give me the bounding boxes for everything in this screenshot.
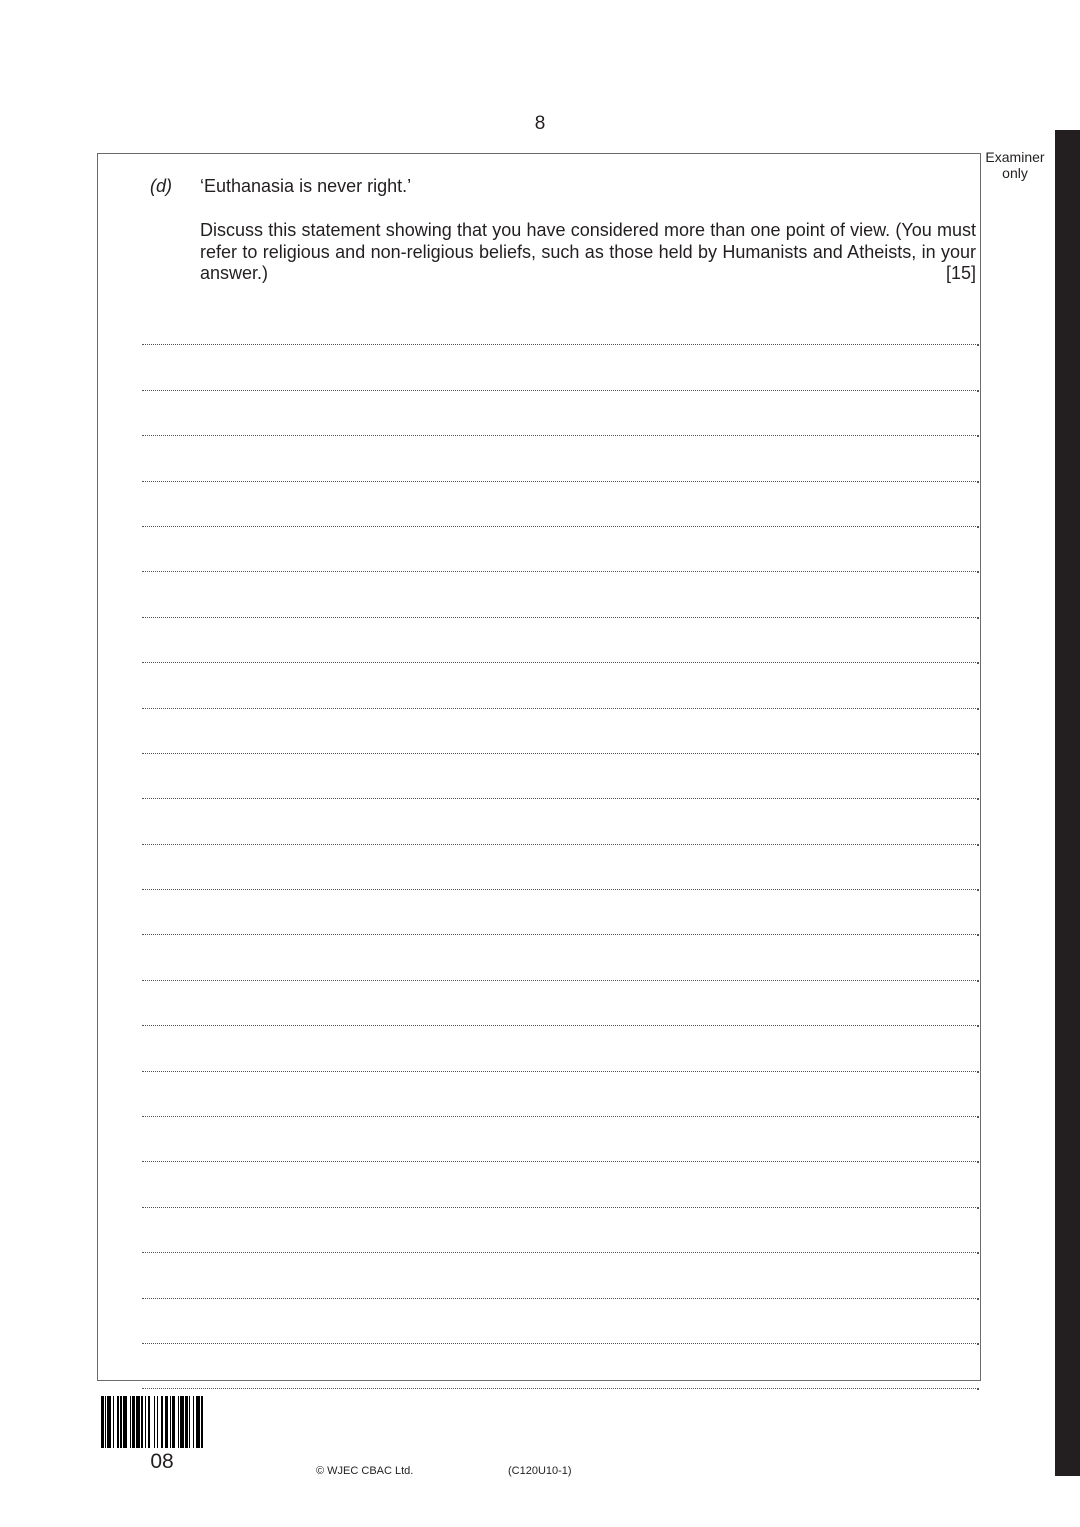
- answer-line[interactable]: [142, 482, 976, 527]
- answer-line[interactable]: [142, 300, 976, 345]
- answer-line[interactable]: [142, 1208, 976, 1253]
- answer-line[interactable]: [142, 1072, 976, 1117]
- answer-line[interactable]: [142, 890, 976, 935]
- answer-line[interactable]: [142, 527, 976, 572]
- answer-line[interactable]: [142, 845, 976, 890]
- answer-line[interactable]: [142, 754, 976, 799]
- question-quote: ‘Euthanasia is never right.’: [200, 176, 412, 196]
- answer-line[interactable]: [142, 935, 976, 980]
- question-instruction: Discuss this statement showing that you have considered more than one point of view. (You must refer to religious and non-religious beliefs, such as those held by Humanists and Atheists, in your answer.): [200, 220, 976, 283]
- answer-lines[interactable]: [142, 300, 976, 1375]
- answer-line[interactable]: [142, 709, 976, 754]
- answer-line[interactable]: [142, 618, 976, 663]
- answer-line[interactable]: [142, 572, 976, 617]
- answer-line[interactable]: [142, 1299, 976, 1344]
- question-marks: [15]: [945, 263, 976, 283]
- side-margin-bar: [1055, 130, 1080, 1476]
- page-number: 8: [534, 113, 546, 134]
- answer-line[interactable]: [142, 391, 976, 436]
- barcode-bar: [201, 1396, 204, 1448]
- answer-line[interactable]: [142, 1117, 976, 1162]
- barcode-number: 08: [150, 1450, 174, 1473]
- examiner-only-label: Examiner only: [985, 149, 1045, 181]
- answer-line[interactable]: [142, 436, 976, 481]
- answer-line[interactable]: [142, 663, 976, 708]
- answer-line[interactable]: [142, 1344, 976, 1389]
- answer-line[interactable]: [142, 1026, 976, 1071]
- answer-line[interactable]: [142, 1162, 976, 1207]
- answer-line[interactable]: [142, 1253, 976, 1298]
- answer-line[interactable]: [142, 981, 976, 1026]
- barcode-image: [101, 1396, 224, 1448]
- answer-line[interactable]: [142, 345, 976, 390]
- paper-code: (C120U10-1): [508, 1465, 572, 1477]
- question-part-label: (d): [150, 176, 172, 196]
- answer-line[interactable]: [142, 799, 976, 844]
- copyright-text: © WJEC CBAC Ltd.: [316, 1465, 414, 1477]
